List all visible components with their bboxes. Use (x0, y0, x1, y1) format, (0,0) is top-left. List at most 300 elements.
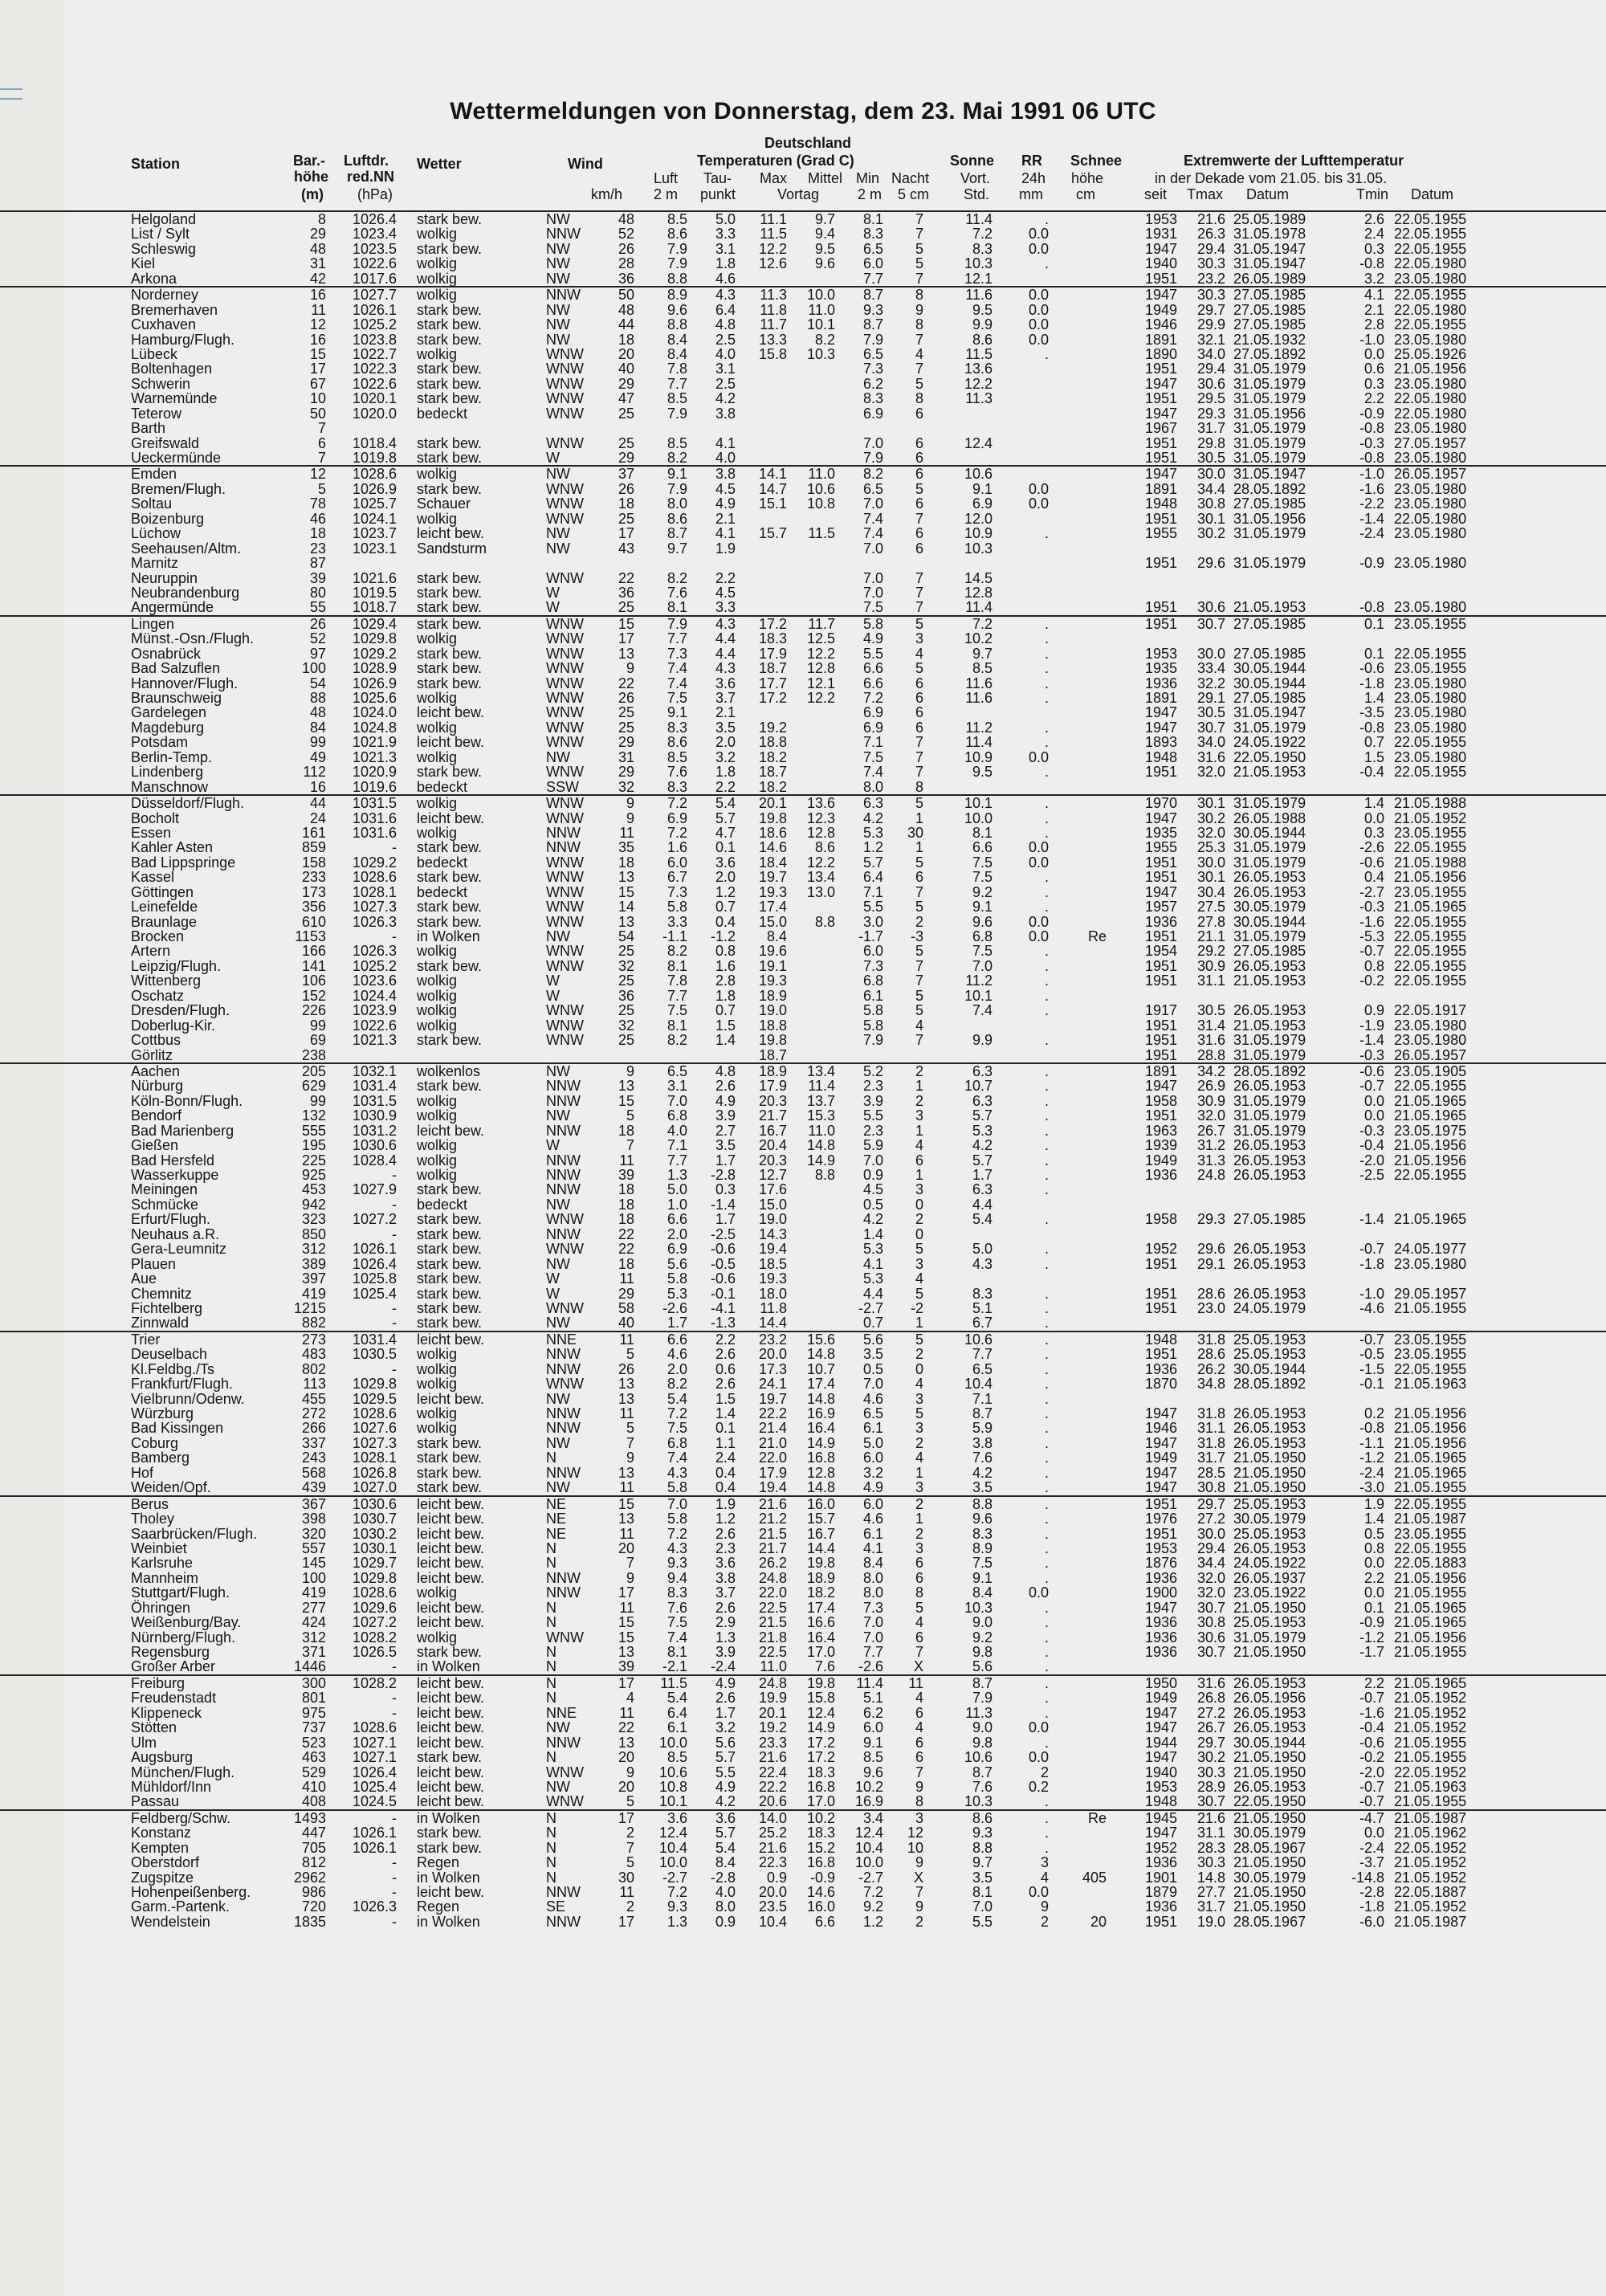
cell-station: Plauen (131, 1255, 177, 1272)
cell-tmax: 31.8 (1196, 1331, 1225, 1348)
cell-min: 7.4 (862, 764, 883, 781)
cell-seit: 1948 (1144, 1331, 1177, 1348)
cell-datum: 28.05.1892 (1233, 480, 1306, 497)
cell-barh: 356 (301, 899, 326, 916)
cell-barh: 16 (309, 287, 326, 304)
cell-kmh: 26 (618, 690, 634, 706)
cell-max: 24.8 (758, 1674, 787, 1691)
cell-barh: 8 (317, 211, 326, 227)
cell-tmin: -0.7 (1359, 1690, 1384, 1707)
cell-mittel: 14.9 (806, 1719, 835, 1736)
cell-rr: 0.0 (1028, 331, 1049, 348)
cell-barh: 141 (301, 957, 326, 974)
cell-luft: 1030.9 (352, 1107, 397, 1124)
cell-kmh: 7 (626, 1555, 634, 1572)
cell-tmin: -1.8 (1359, 1898, 1384, 1915)
cell-tau: 1.4 (715, 1032, 736, 1049)
cell-barh: 112 (303, 764, 326, 781)
cell-wind: NW (546, 270, 570, 287)
table-row (0, 436, 1606, 451)
cell-nacht: 3 (915, 1390, 923, 1407)
cell-kmh: 25 (618, 434, 634, 451)
table-row (0, 1227, 1606, 1242)
cell-nacht: 0 (915, 1196, 923, 1213)
cell-seit: 1893 (1144, 734, 1177, 751)
cell-datum2: 23.05.1980 (1394, 450, 1467, 466)
cell-rr: . (1044, 719, 1049, 736)
cell-kmh: 7 (626, 1839, 634, 1856)
cell-wetter: wolkig (417, 510, 458, 527)
cell-station: Passau (131, 1793, 180, 1810)
cell-nacht: 2 (915, 1434, 923, 1451)
cell-barh: 44 (309, 795, 326, 812)
cell-tau: 4.4 (715, 630, 736, 647)
cell-mittel: 9.4 (814, 226, 835, 243)
cell-wetter: in Wolken (417, 1658, 480, 1675)
cell-kmh: 29 (618, 734, 634, 751)
cell-sonne: 4.3 (972, 1255, 993, 1272)
cell-tau: -0.1 (710, 1285, 736, 1302)
cell-barh: 705 (301, 1839, 326, 1856)
cell-tau: 2.4 (715, 1450, 736, 1466)
cell-datum2: 21.05.1965 (1394, 1450, 1467, 1466)
cell-kmh: 7 (626, 1137, 634, 1154)
cell-wind: NW (546, 525, 570, 542)
cell-datum: 28.05.1892 (1233, 1062, 1306, 1079)
cell-kmh: 43 (618, 540, 634, 557)
cell-t2m: 6.0 (666, 854, 687, 871)
cell-mittel: 14.8 (806, 1137, 835, 1154)
cell-wetter: Schauer (417, 495, 471, 512)
cell-luft: 1023.5 (352, 240, 397, 257)
cell-datum: 21.05.1950 (1233, 1854, 1306, 1871)
cell-wind: WNW (546, 660, 584, 677)
cell-datum2: 21.05.1965 (1394, 1107, 1467, 1124)
cell-station: Gardelegen (131, 704, 207, 721)
cell-t2m: 3.1 (666, 1078, 687, 1095)
cell-tau: 3.6 (715, 1809, 736, 1826)
cell-datum2: 21.05.1965 (1394, 899, 1467, 916)
table-row (0, 944, 1606, 958)
cell-wetter: leicht bew. (417, 1122, 485, 1139)
cell-datum2: 21.05.1988 (1394, 854, 1467, 871)
cell-max: 17.4 (758, 899, 787, 916)
cell-mittel: 11.0 (808, 1122, 835, 1139)
cell-seit: 1949 (1144, 301, 1177, 318)
cell-tmax: 34.8 (1196, 1376, 1225, 1393)
cell-kmh: 17 (618, 630, 634, 647)
cell-sonne: 6.5 (972, 1360, 993, 1377)
cell-tmax: 29.6 (1196, 1241, 1225, 1258)
cell-tmin: -1.4 (1359, 1032, 1384, 1049)
cell-wind: NNW (546, 287, 581, 304)
cell-luft: 1026.1 (352, 1241, 397, 1258)
cell-barh: 447 (301, 1825, 326, 1841)
cell-datum: 31.05.1979 (1233, 1046, 1306, 1063)
cell-datum: 27.05.1985 (1233, 495, 1306, 512)
cell-max: 14.1 (758, 466, 787, 483)
cell-luft: 1030.5 (352, 1346, 397, 1363)
cell-tmax: 30.5 (1196, 704, 1225, 721)
cell-tmax: 32.0 (1196, 764, 1225, 781)
cell-rr: . (1044, 943, 1049, 960)
cell-wind: NW (546, 1062, 570, 1079)
table-row (0, 1601, 1606, 1615)
cell-wetter: stark bew. (417, 375, 483, 392)
cell-kmh: 18 (618, 1181, 634, 1198)
cell-nacht: 5 (915, 240, 923, 257)
cell-t2m: 7.2 (666, 1405, 687, 1421)
cell-wetter: stark bew. (417, 1270, 483, 1287)
cell-barh: 152 (301, 987, 326, 1004)
cell-kmh: 22 (618, 1241, 634, 1258)
table-row (0, 1870, 1606, 1885)
cell-wetter: stark bew. (417, 331, 483, 348)
cell-datum2: 21.05.1956 (1394, 1137, 1467, 1154)
cell-nacht: 7 (915, 584, 923, 601)
cell-station: Bad Marienberg (131, 1122, 234, 1139)
cell-sonne: 9.3 (972, 1825, 993, 1841)
cell-kmh: 9 (626, 1764, 634, 1780)
cell-wetter: stark bew. (417, 1749, 483, 1766)
cell-nacht: 5 (915, 1405, 923, 1421)
cell-tmin: -1.0 (1359, 331, 1384, 348)
cell-barh: 55 (309, 599, 326, 616)
cell-luft: - (392, 928, 397, 944)
cell-min: 7.0 (862, 569, 883, 586)
cell-tmin: -3.7 (1359, 1854, 1384, 1871)
cell-mittel: 10.0 (806, 287, 835, 304)
cell-barh: 802 (301, 1360, 326, 1377)
cell-wind: WNW (546, 510, 584, 527)
cell-wetter: stark bew. (417, 301, 483, 318)
cell-tau: 2.1 (715, 704, 736, 721)
cell-wetter: stark bew. (417, 839, 483, 856)
cell-station: Aue (131, 1270, 157, 1287)
cell-seit: 1947 (1144, 466, 1177, 483)
cell-barh: 205 (301, 1062, 326, 1079)
cell-nacht: 30 (907, 824, 923, 841)
cell-t2m: 10.0 (658, 1854, 687, 1871)
cell-mittel: 8.8 (814, 1167, 835, 1183)
cell-tmax: 31.1 (1196, 1825, 1225, 1841)
cell-rr: . (1044, 869, 1049, 886)
cell-rr: . (1044, 1825, 1049, 1841)
cell-tau: 3.6 (715, 675, 736, 691)
cell-luft: 1030.1 (352, 1540, 397, 1556)
cell-seit: 1891 (1144, 331, 1177, 348)
cell-nacht: 1 (915, 839, 923, 856)
cell-tmax: 28.5 (1196, 1464, 1225, 1481)
cell-nacht: 2 (915, 1913, 923, 1930)
cell-max: 18.7 (758, 764, 787, 781)
cell-station: Kassel (131, 869, 175, 886)
cell-datum: 31.05.1979 (1233, 390, 1306, 407)
cell-nacht: 7 (915, 1032, 923, 1049)
table-row (0, 347, 1606, 361)
cell-tmin: -2.7 (1359, 883, 1384, 900)
cell-luft: 1025.2 (352, 957, 397, 974)
cell-tmax: 30.0 (1196, 1525, 1225, 1542)
cell-seit: 1951 (1144, 1346, 1177, 1363)
cell-datum2: 21.05.1952 (1394, 1869, 1467, 1886)
weather-table (0, 210, 1606, 1929)
cell-station: Öhringen (131, 1599, 191, 1616)
cell-datum2: 22.05.1955 (1394, 316, 1467, 333)
cell-min: 6.9 (862, 405, 883, 422)
cell-nacht: 5 (915, 1599, 923, 1616)
cell-barh: 87 (309, 555, 326, 572)
cell-sonne: 5.6 (972, 1658, 993, 1675)
cell-nacht: 7 (915, 1764, 923, 1780)
cell-min: 5.1 (862, 1690, 883, 1707)
cell-tmax: 30.2 (1196, 1749, 1225, 1766)
cell-tmax: 30.2 (1196, 810, 1225, 826)
cell-kmh: 26 (618, 480, 634, 497)
cell-datum2: 21.05.1955 (1394, 1749, 1467, 1766)
cell-tau: 2.7 (715, 1122, 736, 1139)
table-row (0, 1271, 1606, 1286)
cell-max: 19.3 (758, 883, 787, 900)
cell-mittel: 11.0 (808, 466, 835, 483)
cell-tmin: 2.2 (1363, 1569, 1384, 1586)
cell-sonne: 7.5 (972, 869, 993, 886)
cell-barh: 78 (309, 495, 326, 512)
cell-nacht: 4 (915, 1719, 923, 1736)
cell-seit: 1951 (1144, 1046, 1177, 1063)
cell-wind: N (546, 1540, 556, 1556)
cell-station: Cottbus (131, 1032, 181, 1049)
cell-sonne: 3.5 (972, 1479, 993, 1496)
cell-min: 5.9 (862, 1137, 883, 1154)
cell-wind: NNW (546, 1078, 581, 1095)
cell-t2m: 7.7 (666, 987, 687, 1004)
cell-t2m: 8.5 (666, 748, 687, 765)
cell-sonne: 4.2 (972, 1464, 993, 1481)
cell-datum: 30.05.1979 (1233, 899, 1306, 916)
cell-t2m: 10.6 (658, 1764, 687, 1780)
cell-min: 16.9 (854, 1793, 883, 1810)
cell-tau: 1.5 (715, 1390, 736, 1407)
header-std: Std. (964, 186, 990, 202)
cell-t2m: 5.6 (666, 1255, 687, 1272)
cell-wetter: stark bew. (417, 1285, 483, 1302)
cell-wind: WNW (546, 1002, 584, 1019)
cell-luft: - (392, 1360, 397, 1377)
cell-wetter: wolkenlos (417, 1062, 481, 1079)
cell-datum: 26.05.1953 (1233, 1719, 1306, 1736)
cell-seit: 1947 (1144, 1078, 1177, 1095)
cell-max: 18.7 (758, 660, 787, 677)
cell-luft: 1029.4 (352, 615, 397, 632)
cell-wind: NNW (546, 226, 581, 243)
cell-barh: 2962 (293, 1869, 326, 1886)
cell-mittel: 16.8 (806, 1854, 835, 1871)
cell-sonne: 10.9 (964, 525, 993, 542)
cell-max: 17.2 (758, 690, 787, 706)
cell-kmh: 7 (626, 1434, 634, 1451)
header-luft: Luft (654, 170, 679, 186)
cell-station: Ueckermünde (131, 450, 222, 466)
cell-min: 7.9 (862, 331, 883, 348)
cell-mittel: 15.2 (806, 1839, 835, 1856)
cell-sonne: 8.8 (972, 1495, 993, 1512)
cell-seit: 1951 (1144, 869, 1177, 886)
cell-wind: WNW (546, 869, 584, 886)
cell-luft: 1018.4 (352, 434, 397, 451)
cell-seit: 1947 (1144, 1599, 1177, 1616)
cell-kmh: 13 (618, 1734, 634, 1751)
cell-datum2: 21.05.1956 (1394, 1434, 1467, 1451)
cell-seit: 1948 (1144, 495, 1177, 512)
cell-datum2: 21.05.1963 (1394, 1778, 1467, 1795)
cell-station: Hohenpeißenberg. (131, 1884, 251, 1900)
cell-tau: 0.3 (715, 1181, 736, 1198)
cell-tmin: -0.9 (1359, 555, 1384, 572)
cell-wind: WNW (546, 345, 584, 362)
cell-station: Hof (131, 1464, 154, 1481)
cell-wind: WNW (546, 704, 584, 721)
cell-rr: . (1044, 1734, 1049, 1751)
cell-sonne: 8.1 (972, 824, 993, 841)
cell-wind: NNW (546, 1360, 581, 1377)
cell-max: 18.2 (758, 748, 787, 765)
cell-rr: . (1044, 645, 1049, 662)
cell-nacht: 8 (915, 316, 923, 333)
cell-datum2: 21.05.1955 (1394, 1299, 1467, 1316)
cell-tmin: -2.0 (1359, 1152, 1384, 1168)
cell-mittel: -0.9 (809, 1869, 835, 1886)
cell-sonne: 9.6 (972, 1511, 993, 1527)
cell-min: 3.2 (862, 1464, 883, 1481)
cell-tmin: -0.8 (1359, 450, 1384, 466)
cell-nacht: 1 (915, 1315, 923, 1332)
cell-tmax: 34.2 (1196, 1062, 1225, 1079)
cell-kmh: 18 (618, 495, 634, 512)
cell-datum2: 21.05.1952 (1394, 810, 1467, 826)
cell-sonne: 7.5 (972, 943, 993, 960)
cell-wetter: wolkig (417, 1107, 458, 1124)
cell-station: Marnitz (131, 555, 179, 572)
cell-kmh: 9 (626, 810, 634, 826)
cell-tmin: 0.2 (1363, 1405, 1384, 1421)
cell-t2m: 6.9 (666, 810, 687, 826)
cell-rr: . (1044, 1614, 1049, 1631)
cell-kmh: 2 (626, 1825, 634, 1841)
table-row (0, 421, 1606, 435)
cell-luft: - (392, 1658, 397, 1675)
cell-luft: - (392, 1809, 397, 1826)
cell-wind: WNW (546, 390, 584, 407)
cell-seit: 1950 (1144, 1674, 1177, 1691)
cell-datum: 25.05.1989 (1233, 211, 1306, 227)
cell-tau: 4.1 (715, 434, 736, 451)
cell-kmh: 32 (618, 957, 634, 974)
cell-rr: . (1044, 1450, 1049, 1466)
cell-sonne: 8.3 (972, 1285, 993, 1302)
cell-tmin: -0.9 (1359, 405, 1384, 422)
cell-sonne: 11.3 (965, 390, 993, 407)
cell-datum: 31.05.1956 (1233, 405, 1306, 422)
cell-luft: 1027.6 (352, 1420, 397, 1437)
cell-sonne: 11.2 (965, 973, 993, 989)
cell-mittel: 11.7 (808, 615, 835, 632)
cell-rr: 0.0 (1028, 854, 1049, 871)
cell-datum2: 21.05.1952 (1394, 1704, 1467, 1721)
cell-station: Barth (131, 420, 166, 437)
cell-tmin: 0.1 (1363, 1599, 1384, 1616)
cell-t2m: 8.1 (666, 1017, 687, 1034)
cell-datum: 26.05.1953 (1233, 1002, 1306, 1019)
cell-tau: 1.9 (715, 540, 736, 557)
cell-station: Arkona (131, 270, 177, 287)
cell-min: 7.0 (862, 434, 883, 451)
cell-datum2: 26.05.1957 (1394, 466, 1467, 483)
cell-nacht: 4 (915, 1450, 923, 1466)
cell-barh: 320 (301, 1525, 326, 1542)
cell-wetter: bedeckt (417, 1196, 468, 1213)
cell-tmax: 31.7 (1196, 1898, 1225, 1915)
cell-rr: 0.0 (1028, 316, 1049, 333)
cell-wind: WNW (546, 675, 584, 691)
cell-rr: . (1044, 211, 1049, 227)
cell-rr: . (1044, 987, 1049, 1004)
cell-kmh: 11 (619, 1152, 634, 1168)
cell-station: Bendorf (131, 1107, 182, 1124)
cell-rr: . (1044, 1420, 1049, 1437)
table-row (0, 661, 1606, 675)
cell-kmh: 20 (618, 345, 634, 362)
cell-t2m: 7.7 (666, 1152, 687, 1168)
cell-kmh: 22 (618, 675, 634, 691)
cell-wetter: stark bew. (417, 1078, 483, 1095)
cell-luft: - (392, 1196, 397, 1213)
cell-t2m: 1.3 (666, 1913, 687, 1930)
cell-kmh: 37 (618, 466, 634, 483)
cell-station: Kl.Feldbg./Ts (131, 1360, 215, 1377)
cell-kmh: 18 (618, 331, 634, 348)
cell-station: Neuhaus a.R. (131, 1225, 220, 1242)
table-row (0, 646, 1606, 661)
cell-mittel: 11.0 (808, 301, 835, 318)
cell-datum: 22.05.1950 (1233, 748, 1306, 765)
cell-mittel: 12.4 (806, 1704, 835, 1721)
cell-station: Coburg (131, 1434, 179, 1451)
header-station: Station (131, 156, 180, 172)
table-row (0, 720, 1606, 735)
cell-rr: . (1044, 1809, 1049, 1826)
cell-kmh: 18 (618, 1255, 634, 1272)
cell-wind: NNW (546, 1464, 581, 1481)
cell-tmin: -1.0 (1359, 466, 1384, 483)
cell-wetter: wolkig (417, 270, 458, 287)
cell-nacht: 7 (915, 748, 923, 765)
cell-rr: . (1044, 1839, 1049, 1856)
cell-luft: 1027.2 (352, 1211, 397, 1228)
cell-nacht: 9 (915, 1898, 923, 1915)
cell-min: 11.4 (856, 1674, 883, 1691)
cell-datum2: 23.05.1980 (1394, 375, 1467, 392)
cell-luft: 1029.8 (352, 630, 397, 647)
cell-barh: 99 (309, 734, 326, 751)
cell-min: 12.4 (854, 1825, 883, 1841)
cell-tmin: -0.9 (1359, 1614, 1384, 1631)
cell-seit: 1955 (1144, 839, 1177, 856)
cell-rr: . (1044, 1122, 1049, 1139)
cell-luft: 1024.1 (352, 510, 397, 527)
cell-min: 7.0 (862, 495, 883, 512)
cell-sonne: 6.9 (972, 495, 993, 512)
